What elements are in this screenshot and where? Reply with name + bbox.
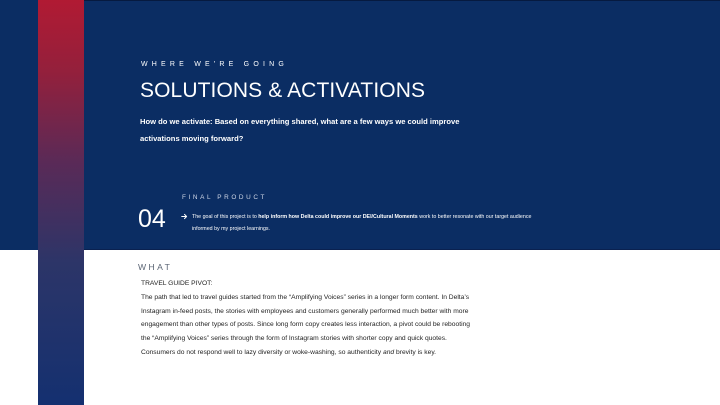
- arrow-right-icon: [181, 213, 188, 220]
- what-body: [141, 277, 476, 360]
- final-text-bold: help inform how Delta could improve our DEI/Cultural Moments: [258, 214, 418, 220]
- final-text-post: work to better resonate with our target audience informed by my project learnings.: [192, 214, 532, 232]
- final-text-pre: The goal of this project is to: [192, 214, 259, 220]
- what-paragraph: [141, 291, 476, 360]
- final-product-text: [192, 212, 552, 235]
- what-body-post: brevity is key.: [394, 348, 437, 356]
- what-heading: TRAVEL GUIDE PIVOT:: [141, 280, 213, 287]
- what-label: WHAT: [138, 262, 173, 272]
- final-product-kicker: FINAL PRODUCT: [182, 194, 268, 201]
- section-number: 04: [138, 205, 166, 233]
- what-body-pre: The path that led to travel guides started from the “Amplifying Voices” series in a longer form content. In Delta’s Instagram in-feed posts, the stories with employees and customers generally performed much better with more engagement than other types of posts. Since long form copy creates less interaction, a pivot could be rebooting the “Amplifying Voices” series through the form of Instagram stories with shorter copy and quick quotes. Consumers do not respond well to lazy diversity or woke-washing, so authenticity: [141, 293, 470, 356]
- gradient-ribbon: [38, 0, 84, 405]
- what-body-italic: and: [382, 348, 395, 356]
- left-edge-panel: [0, 0, 38, 250]
- page-title: SOLUTIONS & ACTIVATIONS: [140, 79, 426, 102]
- section-kicker: WHERE WE'RE GOING: [141, 61, 289, 68]
- page-subtitle: How do we activate: Based on everything shared, what are a few ways we could improve activations moving forward?: [140, 117, 460, 143]
